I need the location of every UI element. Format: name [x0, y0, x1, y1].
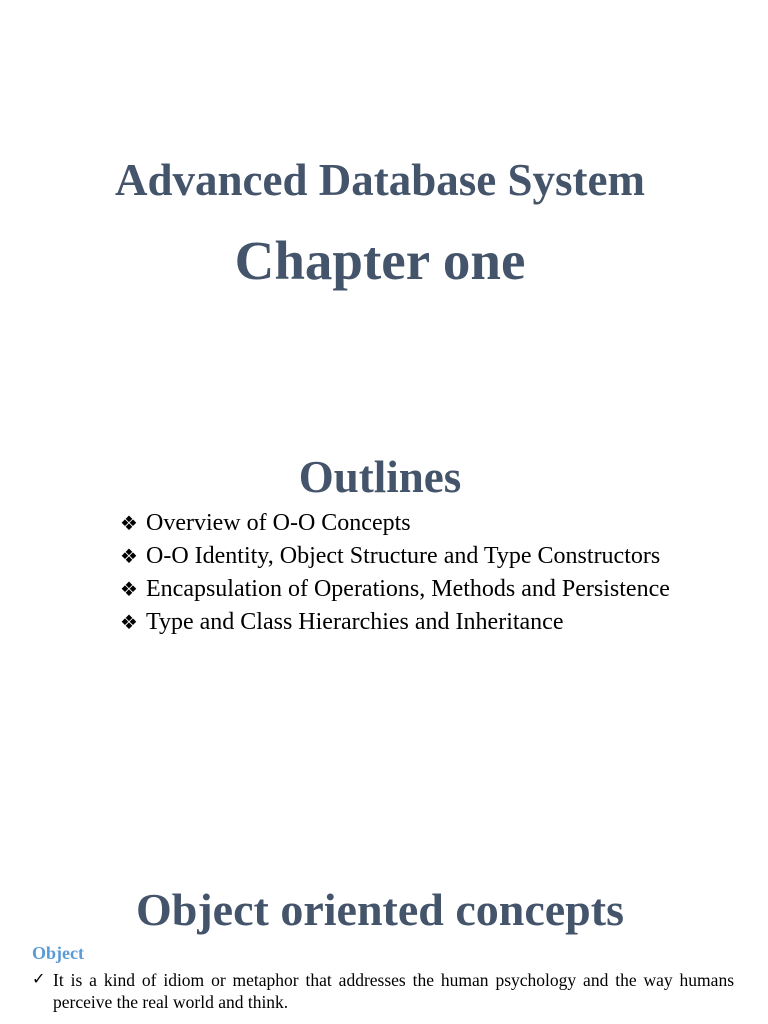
bullet-point-text: It is a kind of idiom or metaphor that addresses the human psychology and the way humans perceive the real world and think. [53, 970, 734, 1012]
outline-item [120, 540, 670, 573]
outline-item-text: O-O Identity, Object Structure and Type Constructors [146, 543, 661, 569]
document-title: Advanced Database System [114, 155, 645, 205]
outline-item-text: Type and Class Hierarchies and Inheritance [146, 609, 564, 635]
object-subheading: Object [32, 943, 84, 963]
outlines-heading: Outlines [298, 452, 462, 502]
checkmark-icon: ✓ [32, 971, 46, 988]
outline-item-text: Overview of O-O Concepts [146, 510, 411, 536]
outline-item [120, 573, 670, 606]
outline-item [120, 606, 670, 639]
diamond-bullet-icon: ❖ [120, 546, 138, 568]
bullet-point [32, 969, 734, 1013]
diamond-bullet-icon: ❖ [120, 513, 138, 535]
diamond-bullet-icon: ❖ [120, 579, 138, 601]
diamond-bullet-icon: ❖ [120, 612, 138, 634]
outline-item [120, 507, 670, 540]
outline-item-text: Encapsulation of Operations, Methods and Persistence [146, 576, 670, 602]
section-heading: Object oriented concepts [136, 884, 624, 935]
chapter-title: Chapter one [234, 230, 526, 291]
outline-list [120, 507, 670, 639]
